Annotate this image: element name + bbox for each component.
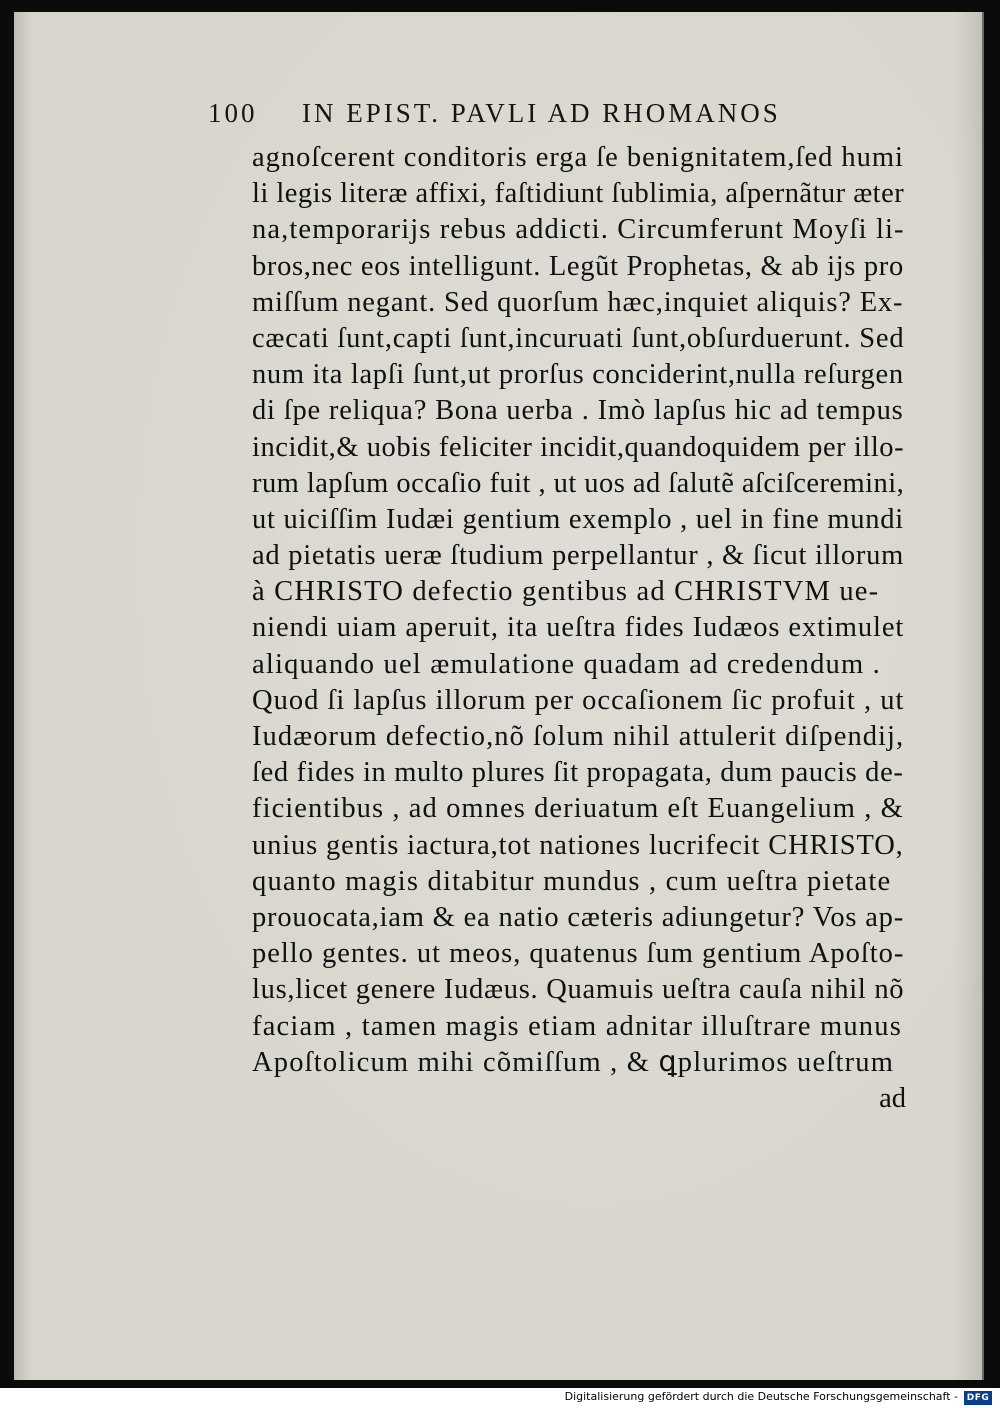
text-line: aliquando uel æmulatione quadam ad credendum . <box>252 648 881 680</box>
text-line: cæcati ſunt,capti ſunt,incuruati ſunt,obſurduerunt. Sed <box>252 322 905 354</box>
text-line: prouocata,iam & ea natio cæteris adiungetur? Vos ap- <box>252 901 905 933</box>
text-line: ut uiciſſim Iudæi gentium exemplo , uel in fine mundi <box>252 503 904 535</box>
text-line: agnoſcerent conditoris erga ſe benignitatem,ſed humi <box>252 142 904 173</box>
body-text <box>252 140 912 1117</box>
text-line: niendi uiam aperuit, ita ueſtra fides Iudæos extimulet <box>252 612 905 644</box>
text-line: ad pietatis ueræ ſtudium perpellantur , & ſicut illorum <box>252 540 904 572</box>
text-line: Iudæorum defectio,nõ ſolum nihil attulerit diſpendij, <box>252 721 905 752</box>
text-line: pello gentes. ut meos, quatenus ſum gentium Apoſto- <box>252 938 905 970</box>
footer-bar <box>0 1388 1000 1408</box>
text-line: Quod ſi lapſus illorum per occaſionem ſic profuit , ut <box>252 684 905 716</box>
text-line: rum lapſum occaſio fuit , ut uos ad ſalutẽ aſciſceremini, <box>252 467 905 499</box>
text-line: à CHRISTO defectio gentibus ad CHRISTVM ue- <box>252 576 880 608</box>
text-line: li legis literæ affixi, faſtidiunt ſublimia, aſpernãtur æter <box>252 178 905 210</box>
text-line: faciam , tamen magis etiam adnitar illuſtrare munus <box>252 1010 903 1042</box>
text-line: Apoſtolicum mihi cõmiſſum , & ꝗplurimos ueſtrum <box>252 1046 895 1078</box>
text-line: ficientibus , ad omnes deriuatum eſt Euangelium , & <box>252 793 904 825</box>
funding-credit: Digitalisierung gefördert durch die Deutsche Forschungsgemeinschaft - <box>564 1390 958 1403</box>
running-title: IN EPIST. PAVLI AD RHOMANOS <box>302 98 781 128</box>
text-line: incidit,& uobis feliciter incidit,quandoquidem per illo- <box>252 431 905 463</box>
text-line: num ita lapſi ſunt,ut prorſus conciderint,nulla reſurgen <box>252 359 904 391</box>
text-line: ſed fides in multo plures ſit propagata, dum paucis de- <box>252 757 904 789</box>
running-header <box>208 98 848 138</box>
dfg-logo: DFG <box>964 1391 992 1405</box>
catchword: ad <box>879 1082 906 1114</box>
text-line: lus,licet genere Iudæus. Quamuis ueſtra cauſa nihil nõ <box>252 974 905 1006</box>
text-line: di ſpe reliqua? Bona uerba . Imò lapſus hic ad tempus <box>252 395 904 427</box>
text-line: unius gentis iactura,tot nationes lucrifecit CHRISTO, <box>252 829 904 861</box>
text-line: na,temporarijs rebus addicti. Circumferunt Moyſi li- <box>252 214 905 246</box>
text-line: quanto magis ditabitur mundus , cum ueſtra pietate <box>252 865 892 897</box>
page-number: 100 <box>208 98 258 128</box>
text-line: bros,nec eos intelligunt. Legũt Prophetas, & ab ijs pro <box>252 250 904 282</box>
text-line: miſſum negant. Sed quorſum hæc,inquiet aliquis? Ex- <box>252 286 904 318</box>
